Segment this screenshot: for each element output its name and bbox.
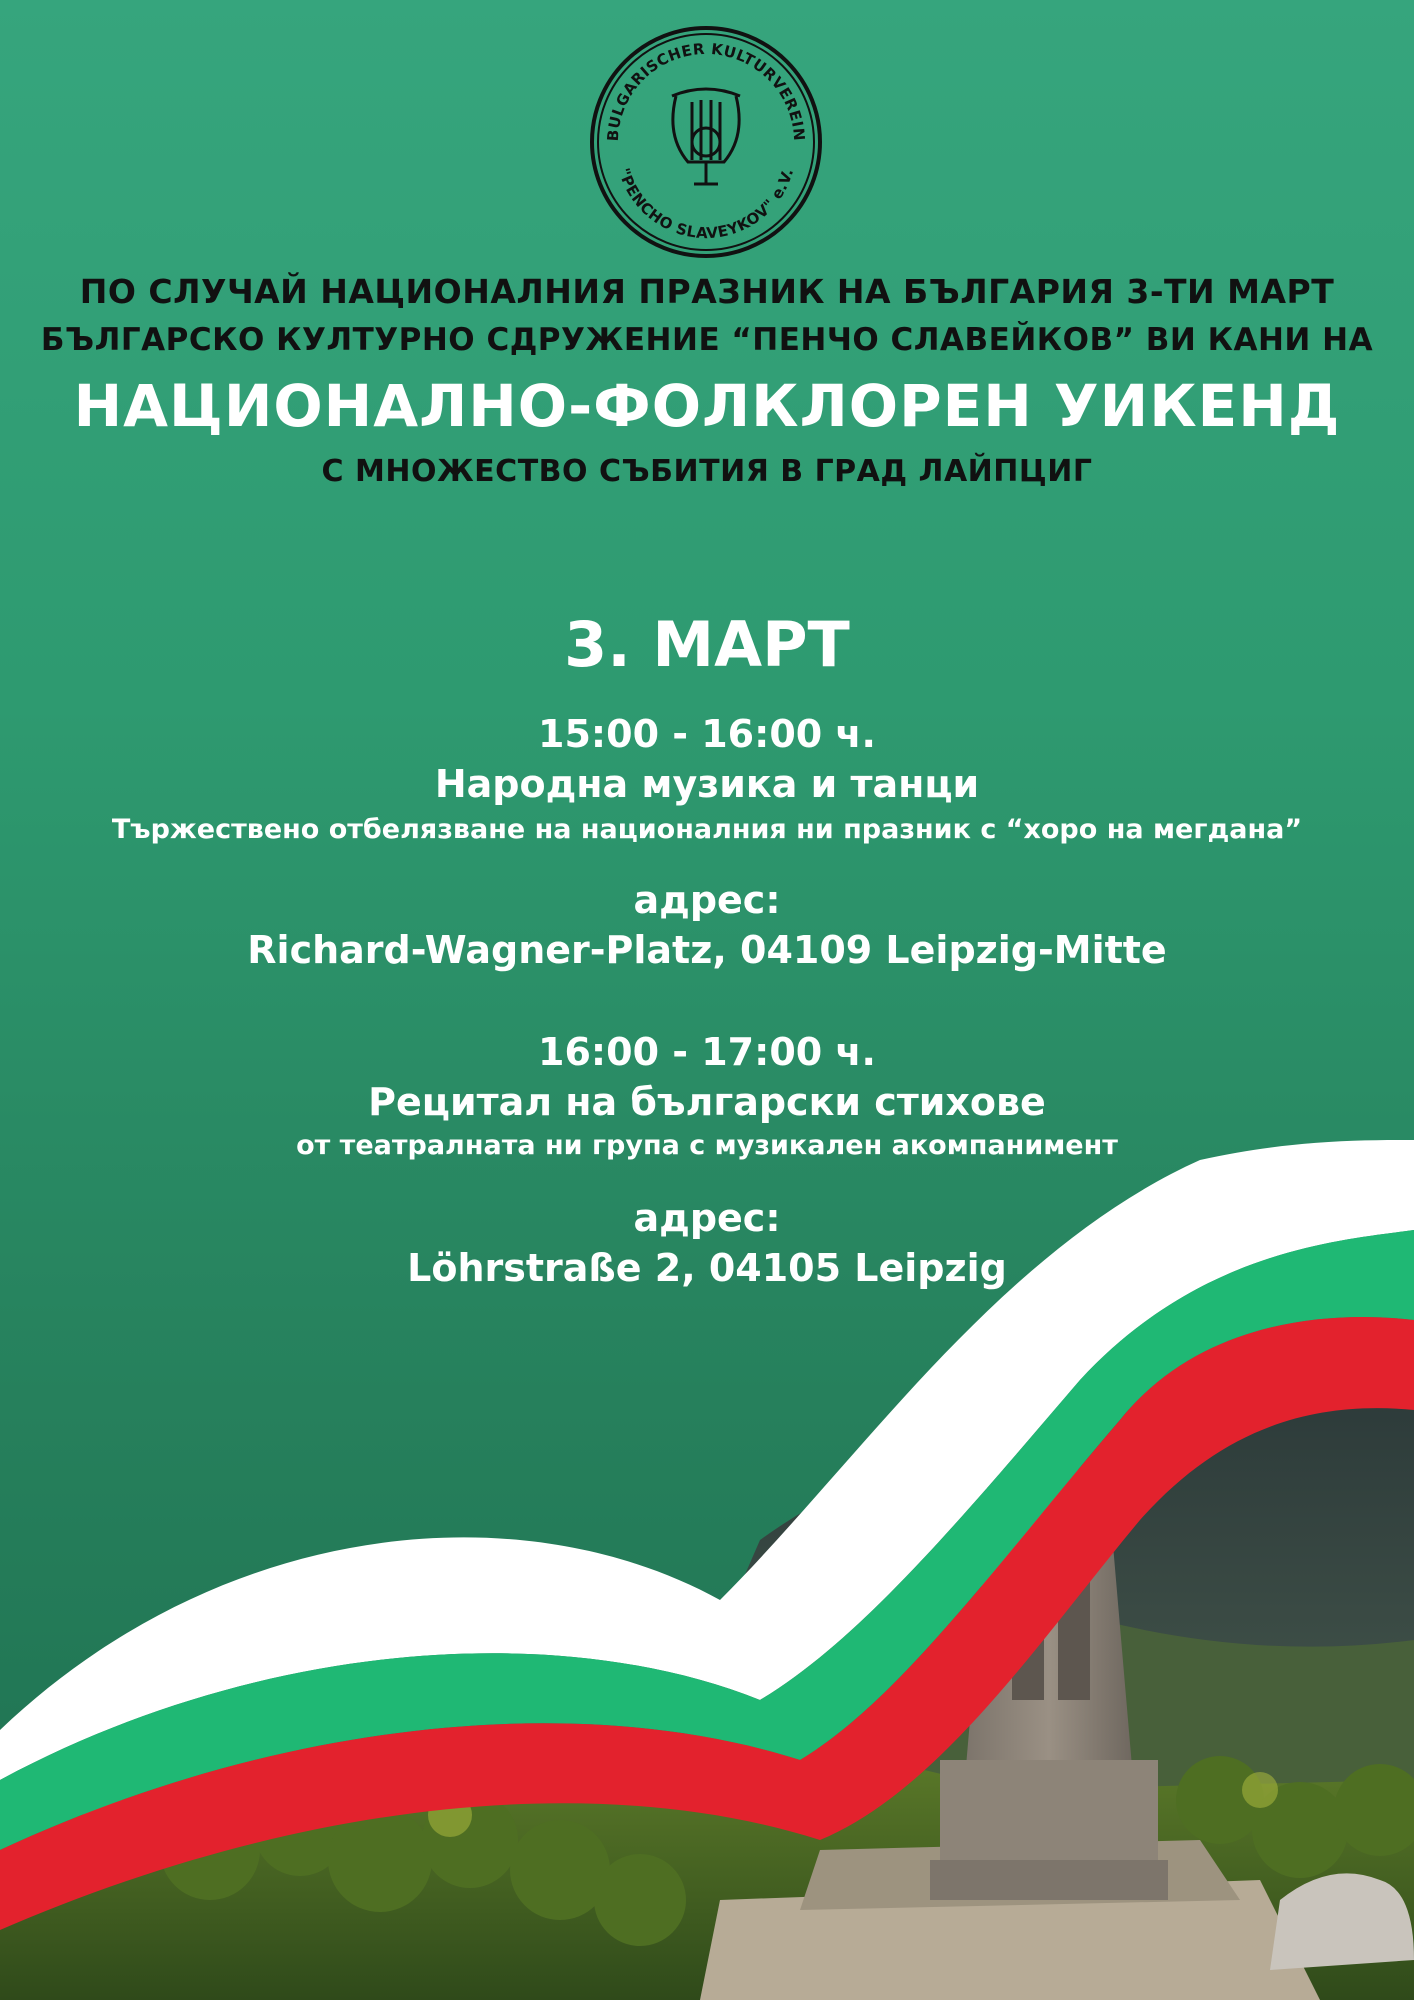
event-2-time: 16:00 - 17:00 ч.: [538, 1030, 876, 1074]
logo-bottom-text: "PENCHO SLAVEYKOV" e.V.: [614, 165, 798, 243]
heading-subtitle: С МНОЖЕСТВО СЪБИТИЯ В ГРАД ЛАЙПЦИГ: [321, 454, 1093, 489]
heading-occasion: ПО СЛУЧАЙ НАЦИОНАЛНИЯ ПРАЗНИК НА БЪЛГАРИЯ 3-ТИ МАРТ: [79, 272, 1335, 311]
event-date: 3. МАРТ: [564, 608, 850, 681]
event-1-address-label: адрес:: [633, 878, 781, 922]
event-title: НАЦИОНАЛНО-ФОЛКЛОРЕН УИКЕНД: [73, 372, 1341, 440]
event-1-description: Тържествено отбелязване на националния ни празник с “хоро на мегдана”: [111, 814, 1303, 845]
event-1-address: Richard-Wagner-Platz, 04109 Leipzig-Mitte: [247, 928, 1167, 972]
event-1-title: Народна музика и танци: [434, 762, 980, 806]
logo-top-text: BULGARISCHER KULTURVEREIN: [603, 39, 809, 142]
event-2-title: Рецитал на български стихове: [368, 1080, 1046, 1124]
heading-invitation: БЪЛГАРСКО КУЛТУРНО СДРУЖЕНИЕ “ПЕНЧО СЛАВЕЙКОВ” ВИ КАНИ НА: [40, 322, 1374, 358]
event-2-address-label: адрес:: [633, 1196, 781, 1240]
event-1-time: 15:00 - 16:00 ч.: [538, 712, 876, 756]
event-2-description: от театралната ни група с музикален акомпанимент: [296, 1130, 1118, 1161]
event-2-address: Löhrstraße 2, 04105 Leipzig: [407, 1246, 1007, 1290]
